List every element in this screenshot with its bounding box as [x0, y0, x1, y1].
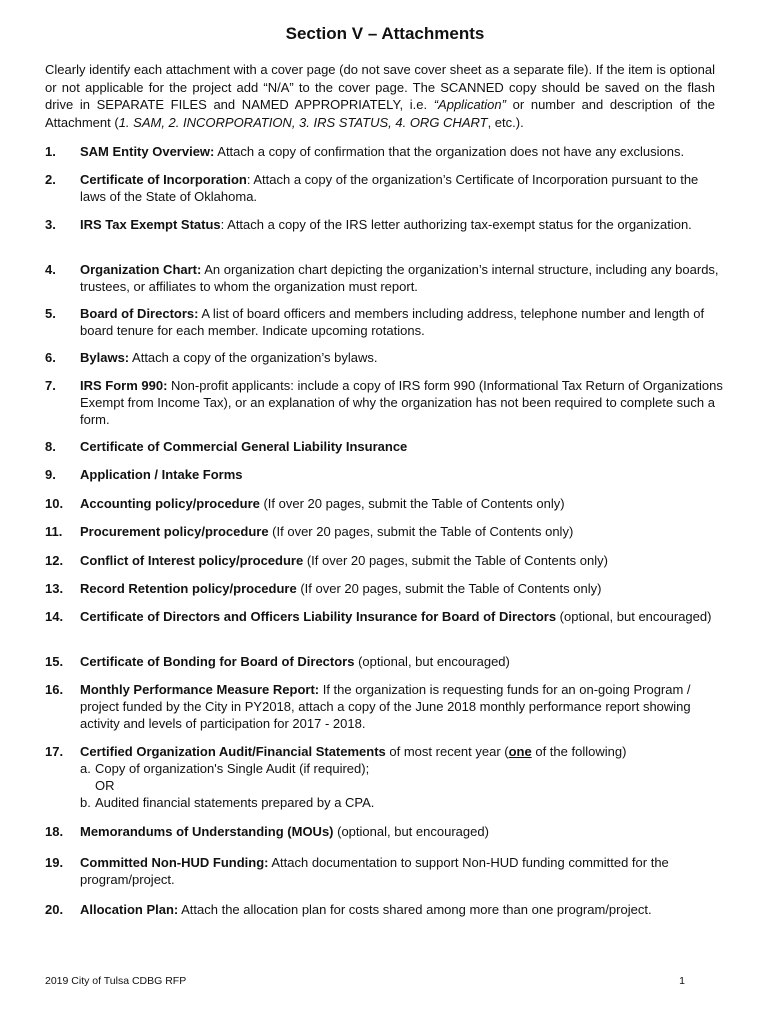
intro-text-1: Clearly identify each attachment with a cover page (do not save cover sheet as a separate file). If the item is optional or not applicable for the project add “N/A” to the cover page. The SCANNED copy should be saved on the flash drive in SEPARATE FILES and NAMED APPROPRIATELY, i.e.	[45, 62, 715, 112]
item-text: Attach a copy of confirmation that the organization does not have any exclusions.	[214, 144, 685, 159]
item-text: An organization chart depicting the organization’s internal structure, including any boards, trustees, or affiliates to whom the organization must report.	[80, 262, 719, 294]
item-text: Attach a copy of the organization’s bylaws.	[129, 350, 378, 365]
page-title: Section V – Attachments	[285, 24, 485, 43]
item-text: : Attach a copy of the organization’s Certificate of Incorporation pursuant to the laws of the State of Oklahoma.	[80, 172, 699, 204]
item-number: 7.	[45, 378, 56, 393]
item-text: Non-profit applicants: include a copy of IRS form 990 (Informational Tax Return of Organizations Exempt from Income Tax), or an explanation of why the organization has not been required to complete such a form.	[80, 378, 723, 427]
item-number: 6.	[45, 350, 56, 365]
item-heading: Memorandums of Understanding (MOUs)	[80, 824, 334, 839]
item-heading: IRS Tax Exempt Status	[80, 217, 221, 232]
item-heading: Organization Chart:	[80, 262, 202, 277]
item-text: (optional, but encouraged)	[556, 609, 712, 624]
item-number: 15.	[45, 654, 64, 669]
item-text: of most recent year (	[385, 744, 509, 759]
item-number: 5.	[45, 306, 56, 321]
page-number: 1	[679, 975, 685, 987]
intro-text-4: 1. SAM, 2. INCORPORATION, 3. IRS STATUS, 4. ORG CHART	[118, 114, 488, 130]
item-number: 10.	[45, 496, 64, 511]
item-text: : Attach a copy of the IRS letter authorizing tax-exempt status for the organization.	[220, 217, 692, 232]
sub-item-label: b.	[80, 795, 91, 810]
intro-text-2: “Application”	[433, 97, 506, 112]
item-heading: Certificate of Bonding for Board of Directors	[80, 654, 355, 669]
item-number: 8.	[45, 439, 56, 454]
item-text: A list of board officers and members including address, telephone number and length of board tenure for each member. Indicate upcoming rotations.	[80, 306, 705, 338]
item-text: (If over 20 pages, submit the Table of Contents only)	[303, 553, 608, 568]
item-number: 11.	[45, 524, 63, 539]
item-text: (If over 20 pages, submit the Table of Contents only)	[268, 524, 574, 539]
item-heading: Certificate of Directors and Officers Liability Insurance for Board of Directors	[80, 609, 557, 624]
page-footer	[45, 975, 685, 987]
item-heading: Application / Intake Forms	[80, 467, 243, 482]
item-number: 1.	[45, 144, 56, 159]
item-number: 2.	[45, 172, 56, 187]
item-number: 3.	[45, 217, 56, 232]
item-text: (If over 20 pages, submit the Table of Contents only)	[296, 581, 602, 596]
sub-item-label: a.	[80, 761, 91, 776]
item-text: If the organization is requesting funds for an on-going Program / project funded by the City in PY2018, attach a copy of the June 2018 monthly performance report showing activity and levels of participation for 2017 - 2018.	[80, 682, 691, 731]
item-number: 19.	[45, 855, 64, 870]
item-heading: Accounting policy/procedure	[80, 496, 260, 511]
item-number: 20.	[45, 902, 64, 917]
item-heading: Bylaws:	[80, 350, 130, 365]
item-heading: Board of Directors:	[80, 306, 199, 321]
item-heading: Monthly Performance Measure Report:	[80, 682, 320, 697]
sub-item-text: Copy of organization's Single Audit (if required);	[95, 761, 370, 776]
item-heading: IRS Form 990:	[80, 378, 168, 393]
item-heading: Procurement policy/procedure	[80, 524, 269, 539]
item-number: 9.	[45, 467, 56, 482]
item-heading: Conflict of Interest policy/procedure	[80, 553, 304, 568]
item-number: 4.	[45, 262, 56, 277]
item-heading: Allocation Plan:	[80, 902, 179, 917]
intro-text-5: , etc.).	[487, 114, 524, 130]
item-text: (optional, but encouraged)	[333, 824, 489, 839]
item-emphasis: one	[508, 744, 532, 759]
intro-paragraph	[45, 61, 715, 131]
item-heading: SAM Entity Overview:	[80, 144, 215, 159]
item-heading: Certificate of Incorporation	[80, 172, 247, 187]
item-text: (optional, but encouraged)	[354, 654, 510, 669]
item-heading: Record Retention policy/procedure	[80, 581, 297, 596]
item-heading: Committed Non-HUD Funding:	[80, 855, 269, 870]
item-heading: Certified Organization Audit/Financial Statements	[80, 744, 386, 759]
sub-item-text: Audited financial statements prepared by a CPA.	[95, 795, 375, 810]
item-number: 14.	[45, 609, 64, 624]
item-text: Attach documentation to support Non-HUD funding committed for the program/project.	[80, 855, 669, 887]
item-number: 16.	[45, 682, 64, 697]
intro-text-3: or number and description of the Attachment (	[45, 97, 716, 130]
item-number: 13.	[45, 581, 64, 596]
item-number: 17.	[45, 744, 64, 759]
or-text: OR	[95, 778, 115, 793]
item-heading: Certificate of Commercial General Liability Insurance	[80, 439, 408, 454]
item-number: 12.	[45, 553, 64, 568]
item-number: 18.	[45, 824, 64, 839]
item-text: Attach the allocation plan for costs shared among more than one program/project.	[178, 902, 652, 917]
footer-title: 2019 City of Tulsa CDBG RFP	[45, 975, 187, 987]
item-text-suffix: of the following)	[531, 744, 627, 759]
item-text: (If over 20 pages, submit the Table of Contents only)	[259, 496, 565, 511]
